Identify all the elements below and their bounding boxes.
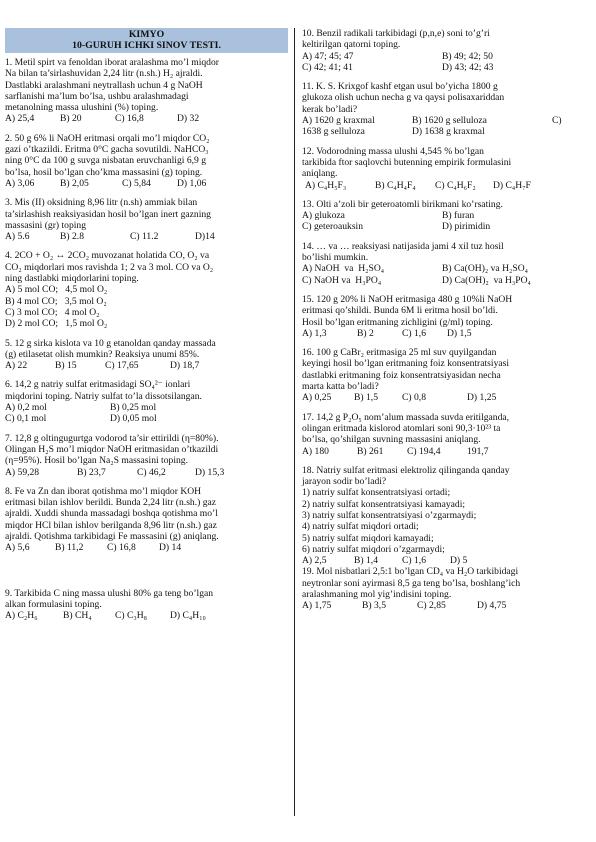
question-line: (g) etilasetat olish mumkin? Reaksiya unumi 85%. <box>5 348 200 360</box>
options-row <box>302 115 590 126</box>
options-row <box>302 275 590 286</box>
question-line: ning 0°C da 100 g suvga nisbatan eruvchanligi 6,9 g <box>5 155 207 167</box>
option-a[interactable]: A) 0,25 <box>302 392 332 404</box>
option-c-label[interactable]: C) <box>552 115 562 127</box>
option-a[interactable]: A) NaOH va H₂SO₄ <box>302 263 385 275</box>
question-line: 13. Olti a’zoli bir geteroatomli birikmani ko’rsating. <box>302 198 503 210</box>
test-title: 10-GURUH ICHKI SINOV TESTI. <box>72 40 221 51</box>
option-b[interactable]: B) 15 <box>55 360 77 372</box>
option-c[interactable]: C) 1,6 <box>402 327 426 339</box>
question-16 <box>302 347 590 403</box>
question-line: 14. … va … reaksiyasi natijasida jami 4 xil tuz hosil <box>302 240 504 252</box>
question-line: 11. K. S. Krixgof kashf etgan usul bo’yicha 1800 g <box>302 81 498 93</box>
options-row <box>5 231 288 242</box>
question-15 <box>302 294 590 339</box>
question-line: 18. Natriy sulfat eritmasi elektroliz qilinganda qanday <box>302 464 510 476</box>
options-row <box>5 402 288 413</box>
question-line: neytronlar soni ayirmasi 8,5 ga teng bo’lsa, boshlang’ich <box>302 577 521 589</box>
options-row <box>5 610 288 621</box>
option-d[interactable]: D) 1638 g kraxmal <box>412 126 485 138</box>
options-row <box>302 180 590 191</box>
question-line: 15. 120 g 20% li NaOH eritmasiga 480 g 10%li NaOH <box>302 293 513 305</box>
option-c[interactable]: C) NaOH va H₃PO₄ <box>302 274 382 286</box>
option-d[interactable]: D) 2 mol CO; 1,5 mol O₂ <box>5 318 108 330</box>
question-line: 9. Tarkibida C ning massa ulushi 80% ga teng bo’lgan <box>5 587 214 599</box>
question-2 <box>5 133 288 189</box>
option-b[interactable]: B) 49; 42; 50 <box>442 50 493 62</box>
question-19 <box>302 566 590 611</box>
options-row <box>5 542 288 553</box>
options-row <box>5 467 288 478</box>
option-d[interactable]: D) 1,06 <box>177 177 207 189</box>
option-c[interactable]: C) 16,8 <box>107 542 136 554</box>
question-line: keltirilgan qatorni toping. <box>302 39 401 51</box>
option-c[interactable]: C) C₄H₆F₂ <box>435 179 476 191</box>
question-line: 5) natriy sulfat miqdori kamayadi; <box>302 532 434 544</box>
question-line: 17. 14,2 g P₂O₅ nom’alum massada suvda eritilganda, <box>302 411 510 423</box>
question-line: kerak bo’ladi? <box>302 103 358 115</box>
option-d[interactable]: D)14 <box>195 231 215 243</box>
option-d[interactable]: D) 1,25 <box>467 392 497 404</box>
options-row <box>302 446 590 457</box>
option-c[interactable]: C) 0,1 mol <box>5 413 47 425</box>
options-row <box>302 221 590 232</box>
option-c[interactable]: C) 17,65 <box>105 360 139 372</box>
option-b[interactable]: B) Ca(OH)₂ va H₂SO₄ <box>442 263 528 275</box>
column-divider <box>294 28 295 816</box>
options-row <box>5 113 288 124</box>
question-14 <box>302 241 590 286</box>
question-line: tarkibida ftor saqlovchi butenning empirik formulasini <box>302 156 512 168</box>
question-line: jarayon sodir bo’ladi? <box>302 476 387 488</box>
question-line: bo’lsa, qo’shilgan suvning massasini aniqlang. <box>302 434 481 446</box>
option-a[interactable]: A) 5,6 <box>5 542 30 554</box>
question-line: sarflanishi ma’lum bo’lsa, ushbu aralashmadagi <box>5 90 189 102</box>
option-b[interactable]: B) 11,2 <box>55 542 84 554</box>
question-line: aralashmaning mol yig’indisini toping. <box>302 589 452 601</box>
option-d[interactable]: D) C₄H₇F <box>493 179 531 191</box>
option-b[interactable]: B) 4 mol CO; 3,5 mol O₂ <box>5 295 107 307</box>
question-line: Dastlabki aralashmani neytrallash uchun 4 g NaOH <box>5 79 203 91</box>
option-b[interactable]: B) 23,7 <box>77 466 106 478</box>
question-line: Olingan H₂S mo’l miqdor NaOH eritmasidan o’tkazildi <box>5 443 219 455</box>
question-line: 5. 12 g sirka kislota va 10 g etanoldan qanday massada <box>5 337 216 349</box>
question-7 <box>5 433 288 478</box>
question-4 <box>5 250 288 329</box>
option-d[interactable]: D) 15,3 <box>195 466 225 478</box>
options-row <box>302 392 590 403</box>
question-line: dastlabki eritmaning foiz konsentratsiyasidan necha <box>302 369 501 381</box>
question-line: 6) natriy sulfat miqdori o’zgarmaydi; <box>302 543 445 555</box>
option-c[interactable]: C) 11.2 <box>130 231 159 243</box>
options-row <box>5 360 288 371</box>
question-line: alkan formulasini toping. <box>5 598 102 610</box>
option-b[interactable]: B) 2 <box>357 327 374 339</box>
option-d[interactable]: D) 4,75 <box>477 600 507 612</box>
question-line: massasini (gr) toping <box>5 219 87 231</box>
option-c[interactable]: C) 2,85 <box>417 600 446 612</box>
left-column <box>5 28 288 629</box>
option-b[interactable]: B) 0,25 mol <box>110 402 157 414</box>
option-d[interactable]: D) Ca(OH)₂ va H₃PO₄ <box>442 274 531 286</box>
options-row <box>302 62 590 73</box>
question-line: gazi o’tkazildi. Eritma 0°C gacha sovutildi. NaHCO₃ <box>5 144 209 156</box>
right-column <box>302 28 590 620</box>
question-line: 2) natriy sulfat konsentratsiyasi kamayadi; <box>302 498 466 510</box>
question-line: 4) natriy sulfat miqdori ortadi; <box>302 521 419 533</box>
option-d[interactable]: D) 43; 42; 43 <box>442 61 494 73</box>
question-17 <box>302 412 590 457</box>
option-d[interactable]: D) 5 <box>450 555 468 567</box>
question-line: 10. Benzil radikali tarkibidagi (p,n,e) soni to’g’ri <box>302 28 490 39</box>
test-header <box>5 28 288 53</box>
options-row <box>5 178 288 189</box>
question-line: Hosil bo’lgan eritmaning zichligini (g/ml) toping. <box>302 316 493 328</box>
option-b[interactable]: B) C₄H₄F₄ <box>375 179 416 191</box>
option-d[interactable]: D) 1,5 <box>447 327 472 339</box>
options-row <box>302 263 590 274</box>
question-line: 16. 100 g CaBr₂ eritmasiga 25 ml suv quyilgandan <box>302 347 497 359</box>
question-line: aniqlang. <box>302 168 338 180</box>
options-row <box>5 413 288 424</box>
question-line: miqdorini toping. Natriy sulfat to’la dissotsilangan. <box>5 390 202 402</box>
option-b[interactable]: B) 2.8 <box>60 231 84 243</box>
option-b[interactable]: B) CH₄ <box>63 610 92 622</box>
question-line: keyingi hosil bo’lgan eritmaning foiz konsentratsiyasi <box>302 358 510 370</box>
options-row <box>302 328 590 339</box>
option-a[interactable]: A) 5.6 <box>5 231 30 243</box>
question-line: 6. 14,2 g natriy sulfat eritmasidagi SO₄²⁻ ionlari <box>5 379 191 391</box>
option-c[interactable]: C) 42; 41; 41 <box>302 61 353 73</box>
options-row <box>302 555 590 566</box>
option-c[interactable]: C) 3 mol CO; 4 mol O₂ <box>5 306 100 318</box>
question-9 <box>5 588 288 622</box>
question-10 <box>302 28 590 73</box>
option-a[interactable]: A) 0,2 mol <box>5 402 47 414</box>
option-c[interactable]: C) 46,2 <box>137 466 166 478</box>
option-c[interactable]: C) C₃H₈ <box>115 610 148 622</box>
option-d[interactable]: D) 0,05 mol <box>110 413 157 425</box>
option-a[interactable]: A) C₂H₆ <box>5 610 38 622</box>
question-line: 12. Vodorodning massa ulushi 4,545 % bo’lgan <box>302 145 484 157</box>
question-line: 4. 2CO + O₂ ↔ 2CO₂ muvozanat holatida CO, O₂ va <box>5 250 210 262</box>
question-line: 7. 12,8 g oltingugurtga vodorod ta’sir ettirildi (η=80%). <box>5 432 219 444</box>
question-line: ta’sirlashish reaksiyasidan hosil bo’lgan inert gazning <box>5 208 211 220</box>
question-line: bo’lsa, hosil bo’lgan cho’kma massasini (g) toping. <box>5 166 203 178</box>
question-12 <box>302 146 590 191</box>
option-a[interactable]: A) 22 <box>5 360 28 372</box>
question-line: 3) natriy sulfat konsentratsiyasi o’zgarmaydi; <box>302 509 477 521</box>
question-line: bo’lishi mumkin. <box>302 252 369 264</box>
option-c[interactable]: C) 194,4 <box>407 445 441 457</box>
question-line: marta katta bo’ladi? <box>302 381 379 393</box>
option-d[interactable]: D) 32 <box>177 113 200 125</box>
question-line: miqdor HCl bilan ishlov berilganda 8,96 litr (n.sh.) gaz <box>5 519 217 531</box>
question-line: eritmasi bilan ishlov berildi. Bunda 2,24 litr (n.sh.) gaz <box>5 497 217 509</box>
option-a[interactable]: A) 59,28 <box>5 466 40 478</box>
option-a[interactable]: A) 1620 g kraxmal <box>302 115 375 127</box>
option-c[interactable]: C) 16,8 <box>115 113 144 125</box>
option-b[interactable]: B) 2,05 <box>60 177 89 189</box>
question-line: eritmasi qo’shildi. Bunda 6M li eritma hosil bo’ldi. <box>302 305 498 317</box>
question-line: Na bilan ta’sirlashuvidan 2,24 litr (n.sh.) H₂ ajraldi. <box>5 68 203 80</box>
options-row <box>302 600 590 611</box>
option-a[interactable]: A) 1,3 <box>302 327 327 339</box>
option-a[interactable]: A) 180 <box>302 445 329 457</box>
question-5 <box>5 338 288 372</box>
option-b[interactable]: B) 1,5 <box>354 392 378 404</box>
options-row <box>302 210 590 221</box>
option-d[interactable]: D) 14 <box>159 542 182 554</box>
question-line: 1. Metil spirt va fenoldan iborat aralashma mo’l miqdor <box>5 57 219 68</box>
question-line: 1) natriy sulfat konsentratsiyasi ortadi; <box>302 487 451 499</box>
option-c[interactable]: C) 5,84 <box>122 177 151 189</box>
question-line: 2. 50 g 6% li NaOH eritmasi orqali mo’l miqdor CO₂ <box>5 132 210 144</box>
option-b[interactable]: B) 3,5 <box>362 600 386 612</box>
option-b[interactable]: B) 261 <box>357 445 384 457</box>
question-line: 19. Mol nisbatlari 2,5:1 bo’lgan CD₄ va H₂O tarkibidagi <box>302 566 519 578</box>
question-line: (η=95%). Hosil bo’lgan Na₂S massasini toping. <box>5 455 188 467</box>
question-line: ning dastlabki miqdorlarini toping. <box>5 273 139 285</box>
question-18 <box>302 465 590 567</box>
question-line: glukoza olish uchun necha g va qaysi polisaxariddan <box>302 92 505 104</box>
question-line: 3. Mis (II) oksidning 8,96 litr (n.sh) ammiak bilan <box>5 197 198 209</box>
option-d[interactable]: D) 18,7 <box>170 360 200 372</box>
question-line: CO₂ miqdorlari mos ravishda 1; 2 va 3 mol. CO va O₂ <box>5 261 214 273</box>
option-b[interactable]: B) 20 <box>60 113 82 125</box>
option-d[interactable]: 191,7 <box>467 445 489 457</box>
options-row <box>302 126 590 137</box>
question-8 <box>5 486 288 554</box>
question-11 <box>302 81 590 137</box>
question-line: ajraldi. Xuddi shunda massadagi boshqa qotishma mo’l <box>5 508 218 520</box>
option-c[interactable]: C) 0,8 <box>402 392 426 404</box>
option-a[interactable]: A) 1,75 <box>302 600 332 612</box>
option-b[interactable]: B) furan <box>442 210 475 222</box>
subject-title: KIMYO <box>128 29 165 40</box>
question-line: 8. Fe va Zn dan iborat qotishma mo’l miqdor KOH <box>5 485 202 497</box>
option-a[interactable]: A) 3,06 <box>5 177 35 189</box>
question-line: ajraldi. Qotishma tarkibidagi Fe massasini (g) aniqlang. <box>5 530 219 542</box>
question-line: metanolning massa ulushini (%) toping. <box>5 102 159 114</box>
option-a[interactable]: A) glukoza <box>302 210 345 222</box>
option-a[interactable]: A) C₄H₅F₃ <box>305 179 347 191</box>
option-a[interactable]: A) 47; 45; 47 <box>302 50 354 62</box>
option-c[interactable]: 1638 g selluloza <box>302 126 365 138</box>
question-6 <box>5 379 288 424</box>
option-a[interactable]: A) 25,4 <box>5 113 35 125</box>
option-c[interactable]: C) geteroauksin <box>302 221 364 233</box>
option-d[interactable]: D) C₄H₁₀ <box>170 610 206 622</box>
option-a[interactable]: A) 5 mol CO; 4,5 mol O₂ <box>5 284 108 296</box>
option-b[interactable]: B) 1620 g selluloza <box>412 115 487 127</box>
option-b[interactable]: B) 1,4 <box>354 555 378 567</box>
options-row <box>302 51 590 62</box>
question-line: olingan eritmada kislorod atomlari soni 90,3·10²³ ta <box>302 422 501 434</box>
option-c[interactable]: C) 1,6 <box>402 555 426 567</box>
option-a[interactable]: A) 2,5 <box>302 555 327 567</box>
question-1 <box>5 57 288 125</box>
question-13 <box>302 199 590 233</box>
option-d[interactable]: D) pirimidin <box>442 221 491 233</box>
question-3 <box>5 197 288 242</box>
